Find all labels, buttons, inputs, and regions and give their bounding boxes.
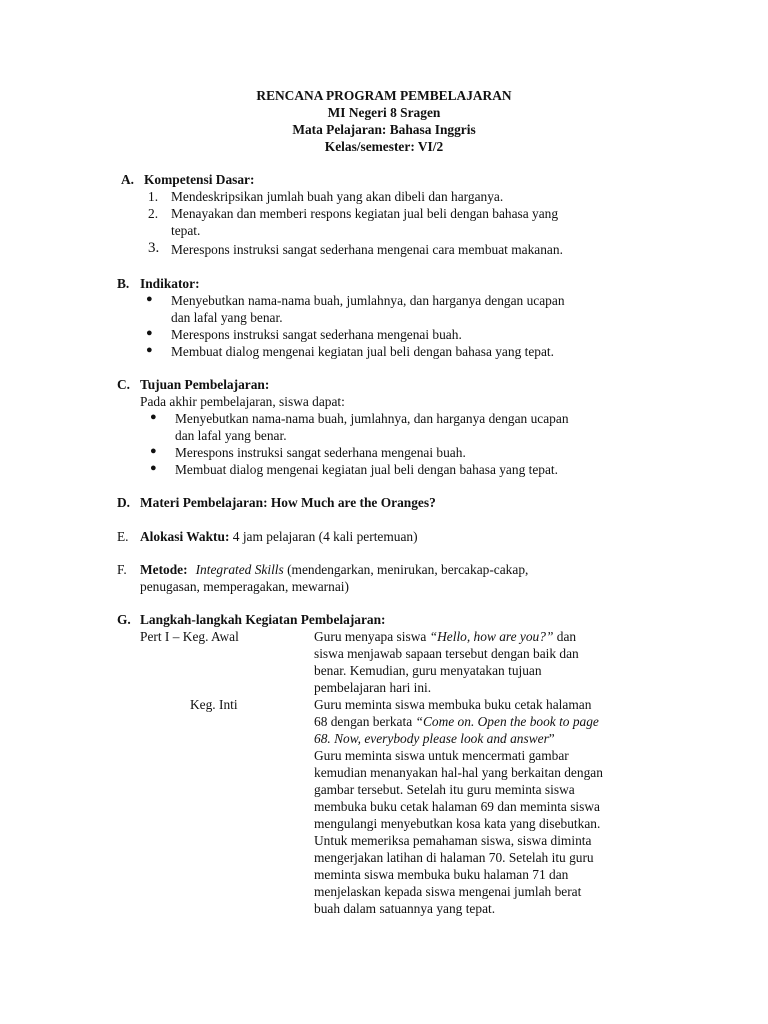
bullet-icon: ● (150, 411, 157, 423)
inti-line: Guru meminta siswa untuk mencermati gambar (314, 748, 569, 763)
section-g-letter: G. (117, 612, 131, 627)
school-name: MI Negeri 8 Sragen (327, 105, 441, 120)
section-a-item-num: 2. (148, 206, 159, 221)
section-e-value: 4 jam pelajaran (4 kali pertemuan) (229, 529, 418, 544)
inti-text: ” (548, 731, 555, 746)
section-c-item-text: Membuat dialog mengenai kegiatan jual beli dengan bahasa yang tepat. (175, 462, 558, 477)
document-title: RENCANA PROGRAM PEMBELAJARAN (256, 88, 512, 103)
section-g-title: Langkah-langkah Kegiatan Pembelajaran: (140, 612, 386, 627)
awal-line: benar. Kemudian, guru menyatakan tujuan (314, 663, 542, 678)
section-b-letter: B. (117, 276, 130, 291)
inti-line (314, 713, 599, 730)
inti-line: buah dalam satuannya yang tepat. (314, 901, 496, 916)
inti-line: menjelaskan kepada siswa mengenai jumlah berat (314, 884, 582, 899)
inti-quote: “Come on. Open the book to page (415, 714, 599, 729)
inti-line: mengerjakan latihan di halaman 70. Setelah itu guru (314, 850, 594, 865)
section-c-item-text: Menyebutkan nama-nama buah, jumlahnya, dan harganya dengan ucapan (175, 411, 569, 426)
section-f-letter: F. (117, 562, 127, 577)
section-b-item-text: Merespons instruksi sangat sederhana mengenai buah. (171, 327, 462, 342)
inti-line: gambar tersebut. Setelah itu guru meminta siswa (314, 782, 575, 797)
section-a-title: Kompetensi Dasar: (144, 172, 255, 187)
section-a-item-text: Merespons instruksi sangat sederhana mengenai cara membuat makanan. (171, 242, 563, 257)
bullet-icon: ● (146, 293, 153, 305)
inti-line: mengulangi menyebutkan kosa kata yang disebutkan. (314, 816, 601, 831)
awal-quote: “Hello, how are you?” (429, 629, 554, 644)
label-keg-inti: Keg. Inti (190, 697, 238, 712)
section-f-method: Integrated Skills (195, 562, 284, 577)
label-keg-awal: Pert I – Keg. Awal (140, 629, 239, 644)
section-c-letter: C. (117, 377, 131, 392)
section-f-line2: penugasan, memperagakan, mewarnai) (140, 579, 349, 594)
section-c-item-text: dan lafal yang benar. (175, 428, 287, 443)
section-a-item-text: Menayakan dan memberi respons kegiatan jual beli dengan bahasa yang (171, 206, 559, 221)
bullet-icon: ● (150, 445, 157, 457)
section-a-item-text: Mendeskripsikan jumlah buah yang akan dibeli dan harganya. (171, 189, 504, 204)
subject-line: Mata Pelajaran: Bahasa Inggris (292, 122, 476, 137)
section-a-letter: A. (121, 172, 135, 187)
section-c-intro: Pada akhir pembelajaran, siswa dapat: (140, 394, 345, 409)
section-d-title: Materi Pembelajaran: How Much are the Oranges? (140, 495, 436, 510)
class-semester-line: Kelas/semester: VI/2 (324, 139, 444, 154)
awal-line (314, 628, 576, 645)
awal-text: dan (553, 629, 577, 644)
inti-line: membuka buku cetak halaman 69 dan meminta siswa (314, 799, 600, 814)
inti-quote: 68. Now, everybody please look and answer (314, 731, 549, 746)
bullet-icon: ● (150, 462, 157, 474)
section-f-label: Metode: (140, 562, 188, 577)
inti-text: 68 dengan berkata (314, 714, 416, 729)
bullet-icon: ● (146, 344, 153, 356)
section-e-letter: E. (117, 529, 129, 544)
awal-text: Guru menyapa siswa (314, 629, 430, 644)
section-a-item-num: 3. (148, 240, 160, 256)
section-e-label: Alokasi Waktu: (140, 529, 230, 544)
section-b-item-text: dan lafal yang benar. (171, 310, 283, 325)
section-c-item-text: Merespons instruksi sangat sederhana mengenai buah. (175, 445, 466, 460)
inti-line: Guru meminta siswa membuka buku cetak halaman (314, 697, 592, 712)
section-d-letter: D. (117, 495, 131, 510)
inti-line: Untuk memeriksa pemahaman siswa, siswa diminta (314, 833, 592, 848)
bullet-icon: ● (146, 327, 153, 339)
section-f-content (140, 561, 528, 578)
section-e-content (140, 528, 418, 545)
awal-line: pembelajaran hari ini. (314, 680, 432, 695)
section-c-title: Tujuan Pembelajaran: (140, 377, 270, 392)
section-b-title: Indikator: (140, 276, 200, 291)
section-f-rest: (mendengarkan, menirukan, bercakap-cakap, (283, 562, 529, 577)
section-a-item-num: 1. (148, 189, 159, 204)
inti-line: kemudian menanyakan hal-hal yang berkaitan dengan (314, 765, 603, 780)
section-a-item-text: tepat. (171, 223, 201, 238)
inti-line: meminta siswa membuka buku halaman 71 dan (314, 867, 569, 882)
section-b-item-text: Membuat dialog mengenai kegiatan jual beli dengan bahasa yang tepat. (171, 344, 554, 359)
inti-line (314, 730, 555, 747)
section-b-item-text: Menyebutkan nama-nama buah, jumlahnya, dan harganya dengan ucapan (171, 293, 565, 308)
awal-line: siswa menjawab sapaan tersebut dengan baik dan (314, 646, 579, 661)
